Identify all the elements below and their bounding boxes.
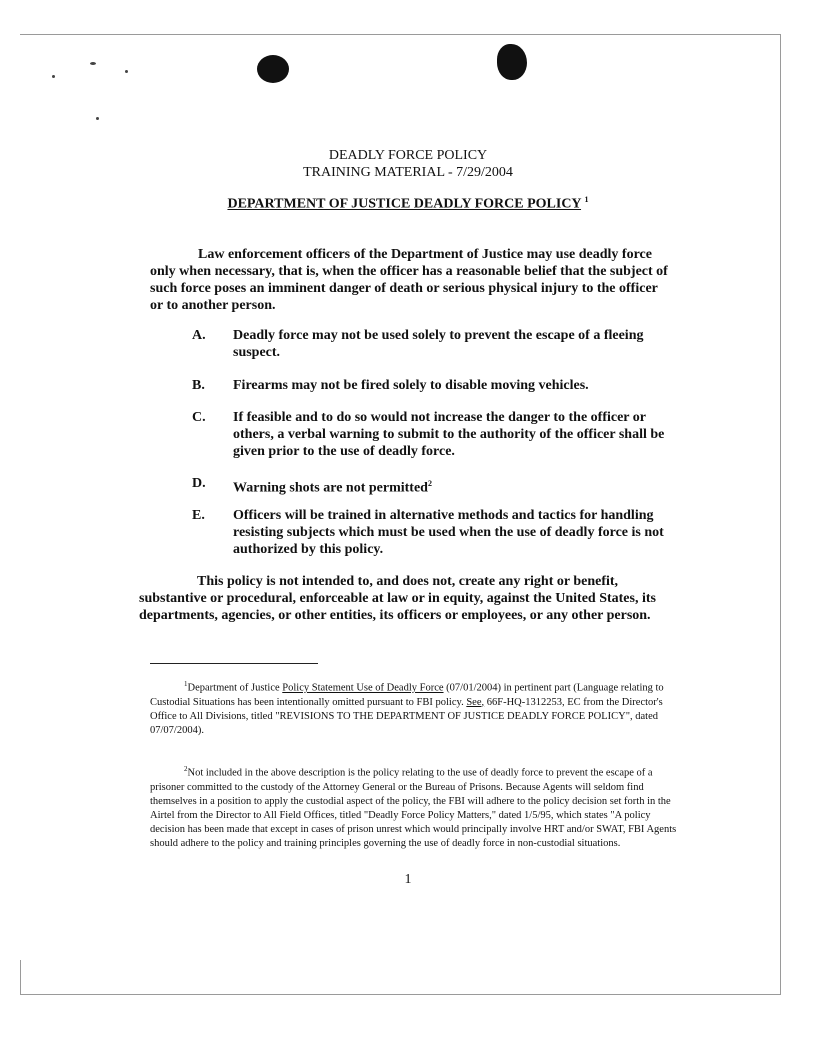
closing-paragraph — [139, 573, 684, 624]
policy-item-a — [192, 327, 672, 361]
policy-item-d — [192, 475, 672, 497]
scan-speck — [96, 117, 99, 120]
item-text: Deadly force may not be used solely to prevent the escape of a fleeing suspect. — [233, 328, 644, 360]
item-text: Firearms may not be fired solely to disable moving vehicles. — [233, 378, 589, 393]
footnote-ref-1: 1 — [584, 195, 589, 204]
footnote-2 — [150, 762, 680, 851]
item-text-wrap — [233, 475, 672, 497]
scan-speck — [52, 75, 55, 78]
item-text: Warning shots are not permitted — [233, 480, 428, 496]
intro-paragraph — [150, 246, 670, 314]
intro-text: Law enforcement officers of the Department of Justice may use deadly force only when necessary, that is, when the officer has a reasonable belief that the subject of such force poses an imminent danger of death or serious physical injury to the officer or to another person. — [150, 247, 668, 313]
footnote-number: 2 — [184, 765, 188, 773]
footnote-see: See, — [466, 696, 485, 708]
policy-item-c — [192, 409, 672, 460]
policy-item-e — [192, 507, 672, 558]
scan-speck — [125, 70, 128, 73]
document-title — [0, 195, 816, 213]
page-number: 1 — [404, 872, 412, 887]
item-text: Officers will be trained in alternative methods and tactics for handling resisting subjects which must be used when the use of deadly force is not authorized by this policy. — [233, 508, 664, 557]
footnote-underlined-title: Policy Statement Use of Deadly Force — [282, 682, 444, 694]
footnote-ref-2: 2 — [427, 479, 432, 488]
item-letter: A. — [192, 328, 206, 343]
footnote-text: Department of Justice — [187, 682, 283, 694]
policy-item-b — [192, 377, 672, 394]
footnote-text: Not included in the above description is the policy relating to the use of deadly force to prevent the escape of a prisoner committed to the custody of the Attorney General or the Bureau of Prisons. Because Agents will seldom find themselves in a position to apply the custodial aspect of the policy, the FBI will adhere to the policy decision set forth in the Airtel from the Director to All Field Offices, titled "Deadly Force Policy Matters," dated 1/5/95, which states "A policy decision has been made that except in cases of prison unrest which would principally involve HRT and/or SWAT, FBI Agents should adhere to the policy and training principles governing the use of deadly force in non-custodial situations. — [150, 767, 677, 849]
punch-hole-left — [257, 55, 289, 83]
document-title-text: DEPARTMENT OF JUSTICE DEADLY FORCE POLICY — [227, 196, 582, 212]
closing-text: This policy is not intended to, and does not, create any right or benefit, substantive or procedural, enforceable at law or in equity, against the United States, its departments, agencies, or other entities, its officers or employees, or any other person. — [139, 574, 656, 623]
header-line-2: TRAINING MATERIAL - 7/29/2004 — [303, 165, 513, 180]
item-letter: D. — [192, 476, 206, 491]
item-text: If feasible and to do so would not increase the danger to the officer or others, a verbal warning to submit to the authority of the officer shall be given prior to the use of deadly force. — [233, 410, 665, 459]
page-border-left — [20, 960, 21, 995]
header-line-1: DEADLY FORCE POLICY — [328, 148, 488, 163]
page-border-top — [20, 34, 780, 35]
scan-speck — [90, 62, 96, 65]
page-border-bottom — [20, 994, 781, 995]
footnote-text: 66F-HQ-1312253, EC from the Director's Office to All Divisions, titled "REVISIONS TO THE DEPARTMENT OF JUSTICE DEADLY FORCE POLICY", dated 07/07/2004). — [150, 696, 663, 736]
footnote-text: (07/01/2004) in pertinent part (Language relating to Custodial Situations has been intentionally omitted pursuant to FBI policy. — [150, 682, 664, 708]
footnote-1 — [150, 677, 680, 738]
item-letter: B. — [192, 378, 205, 393]
item-letter: C. — [192, 410, 206, 425]
punch-hole-right — [497, 44, 527, 80]
footnote-number: 1 — [184, 680, 188, 688]
item-letter: E. — [192, 508, 205, 523]
footnote-separator — [150, 663, 318, 664]
